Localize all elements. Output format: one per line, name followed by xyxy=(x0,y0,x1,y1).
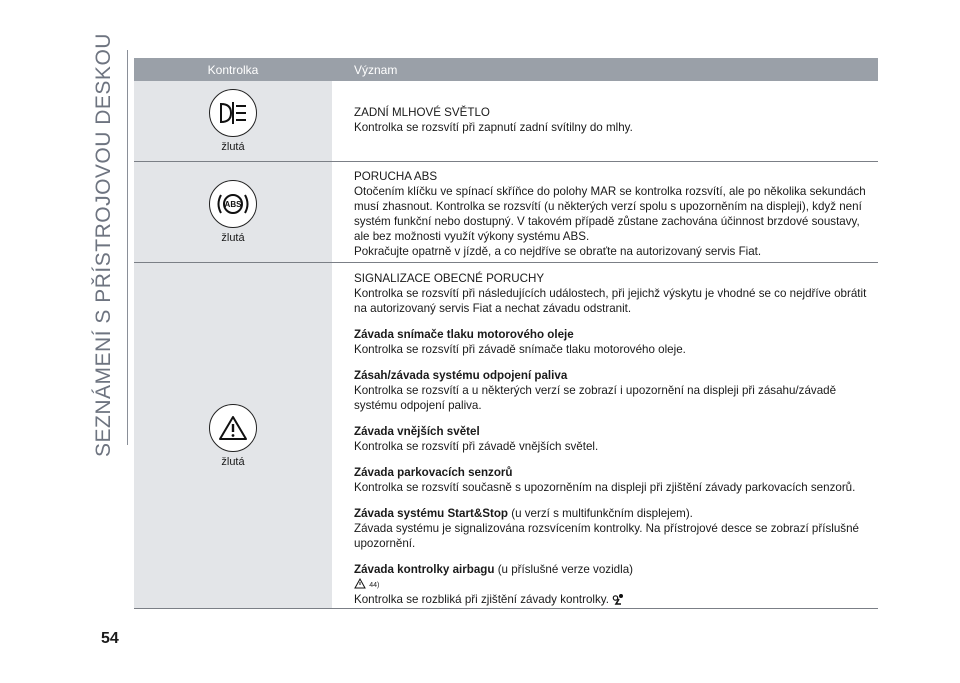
caution-triangle-icon xyxy=(354,578,366,589)
row-text-line: systém funkční nebo dostupný. V takovém případě zůstane zachována účinnost brzdové soustavy, xyxy=(354,215,860,228)
table-row xyxy=(134,162,878,263)
color-label: žlutá xyxy=(221,141,245,153)
warning-lights-table xyxy=(134,58,878,609)
row-title: PORUCHA ABS xyxy=(354,170,438,183)
airbag-icon xyxy=(612,593,626,607)
header-vyznam: Význam xyxy=(354,62,398,77)
meaning-cell xyxy=(332,263,878,608)
fault-text-line: upozornění. xyxy=(354,537,416,550)
rear-fog-light-icon xyxy=(209,89,257,137)
row-text-line: Otočením klíčku ve spínací skříňce do polohy MAR se kontrolka rozsvítí, ale po několika sekundách xyxy=(354,185,866,198)
row-text-line: Kontrolka se rozsvítí při následujících událostech, při jejichž výskytu je vhodné se co nejdříve obrátit xyxy=(354,287,867,300)
fault-heading: Závada kontrolky airbagu xyxy=(354,563,495,576)
fault-heading: Závada vnějších světel xyxy=(354,425,480,438)
row-title: ZADNÍ MLHOVÉ SVĚTLO xyxy=(354,106,490,119)
meaning-cell xyxy=(332,81,878,161)
footnote-ref: 44) xyxy=(369,582,380,589)
row-title: SIGNALIZACE OBECNÉ PORUCHY xyxy=(354,272,545,285)
fault-section xyxy=(354,424,872,454)
fault-heading: Závada systému Start&Stop xyxy=(354,507,508,520)
page-number: 54 xyxy=(101,630,119,647)
fault-heading: Závada parkovacích senzorů xyxy=(354,466,513,479)
fault-text-line: Kontrolka se rozbliká při zjištění závady kontrolky. xyxy=(354,593,609,606)
side-title: SEZNÁMENÍ S PŘÍSTROJOVOU DESKOU xyxy=(92,33,115,457)
abs-icon-label: ABS xyxy=(224,200,242,209)
color-label: žlutá xyxy=(221,232,245,244)
fault-text-line: Kontrolka se rozsvítí při závadě snímače tlaku motorového oleje. xyxy=(354,343,686,356)
fault-text-line: Kontrolka se rozsvítí a u některých verzí se zobrazí i upozornění na displeji při zásahu/závadě xyxy=(354,384,837,397)
fault-text-line: Kontrolka se rozsvítí současně s upozorněním na displeji při zjištění závady parkovacích senzorů. xyxy=(354,481,856,494)
row-text-line: Pokračujte opatrně v jízdě, a co nejdříve se obraťte na autorizovaný servis Fiat. xyxy=(354,245,762,258)
row-text: Kontrolka se rozsvítí při zapnutí zadní svítilny do mlhy. xyxy=(354,121,633,134)
fault-section xyxy=(354,506,872,551)
table-row xyxy=(134,81,878,162)
icon-cell xyxy=(134,162,332,262)
fault-heading: Závada snímače tlaku motorového oleje xyxy=(354,328,574,341)
color-label: žlutá xyxy=(221,455,245,468)
icon-cell xyxy=(134,263,332,608)
icon-cell xyxy=(134,81,332,161)
meaning-cell xyxy=(332,162,878,262)
table-row xyxy=(134,263,878,609)
fault-section xyxy=(354,327,872,357)
fault-heading: Zásah/závada systému odpojení paliva xyxy=(354,369,568,382)
fault-note: (u verzí s multifunkčním displejem). xyxy=(508,507,693,520)
abs-icon xyxy=(209,180,257,228)
header-kontrolka: Kontrolka xyxy=(207,62,259,77)
fault-section xyxy=(354,465,872,495)
fault-text-line: Kontrolka se rozsvítí při závadě vnějších světel. xyxy=(354,440,599,453)
fault-text-line: Závada systému je signalizována rozsvícením kontrolky. Na přístrojové desce se zobrazí příslušné xyxy=(354,522,859,535)
fault-note: (u příslušné verze vozidla) xyxy=(494,563,634,576)
row-text-line: na autorizovaný servis Fiat a nechat závadu odstranit. xyxy=(354,302,632,315)
airbag-section xyxy=(354,562,872,607)
fault-section xyxy=(354,368,872,413)
table-header xyxy=(134,58,878,81)
general-warning-icon xyxy=(209,404,257,452)
row-text-line: musí zhasnout. Kontrolka se rozsvítí (u některých verzí spolu s upozorněním na displeji), když není xyxy=(354,200,862,213)
side-rule xyxy=(127,50,128,445)
row-text-line: ale bez možnosti využít výkony systému ABS. xyxy=(354,230,590,243)
fault-text-line: systému odpojení paliva. xyxy=(354,399,482,412)
